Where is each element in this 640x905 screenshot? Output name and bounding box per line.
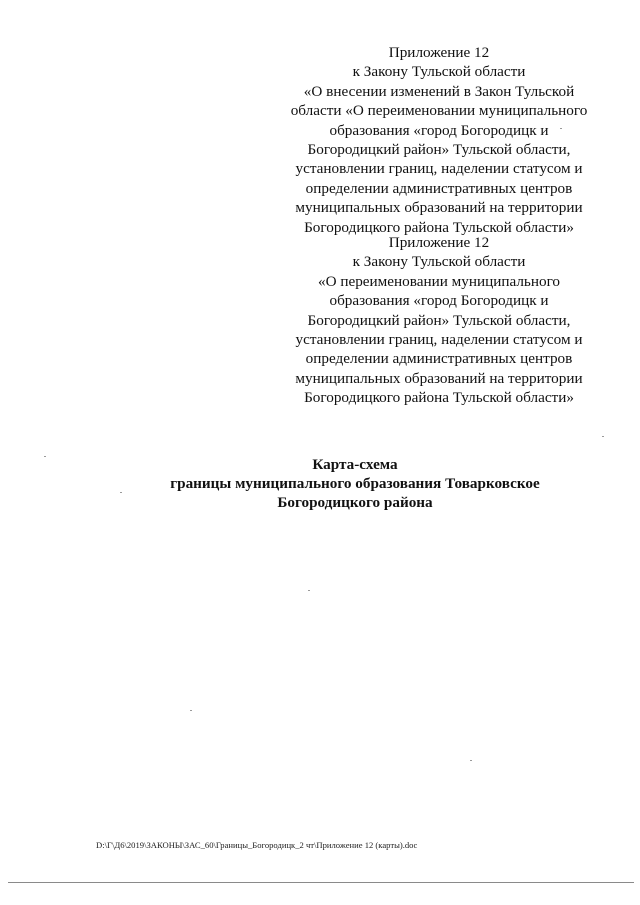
- document-title: [140, 455, 570, 513]
- annex-text-line: образования «город Богородицк и: [329, 292, 549, 310]
- annex-text-line: установлении границ, наделении статусом и: [295, 160, 583, 178]
- annex-text-line: определении административных центров: [305, 350, 573, 368]
- scan-speck: [120, 492, 122, 493]
- annex-text-line: Богородицкий район» Тульской области,: [307, 141, 571, 159]
- annex-law-reference: к Закону Тульской области: [352, 253, 526, 271]
- annex-law-reference: к Закону Тульской области: [352, 63, 526, 81]
- scan-speck: [560, 128, 562, 129]
- title-line: Карта-схема: [312, 456, 398, 473]
- scan-speck: [470, 760, 472, 761]
- footer-file-path: D:\Г\Д6\2019\ЗАКОНЫ\ЗАС_60\Границы_Богородицк_2 чт\Приложение 12 (карты).doc: [96, 840, 418, 850]
- title-line: Богородицкого района: [277, 494, 433, 512]
- annex-text-line: Богородицкий район» Тульской области,: [307, 311, 571, 329]
- annex-number: Приложение 12: [388, 44, 490, 61]
- annex-number: Приложение 12: [388, 234, 490, 251]
- annex-text-line: «О внесении изменений в Закон Тульской: [303, 82, 575, 100]
- scan-speck: [602, 436, 604, 437]
- annex-header-original: [280, 233, 598, 408]
- scan-speck: [308, 590, 310, 591]
- footer-divider: [8, 882, 634, 883]
- annex-text-line: Богородицкого района Тульской области»: [304, 218, 574, 236]
- annex-text-line: «О переименовании муниципального: [317, 272, 561, 290]
- annex-text-line: муниципальных образований на территории: [295, 369, 583, 387]
- annex-text-line: образования «город Богородицк и: [329, 121, 549, 139]
- title-line: границы муниципального образования Товарковское: [170, 475, 540, 493]
- annex-text-line: установлении границ, наделении статусом и: [295, 331, 583, 349]
- annex-text-line: определении административных центров: [305, 179, 573, 197]
- scan-speck: [190, 710, 192, 711]
- annex-text-line: Богородицкого района Тульской области»: [304, 389, 574, 407]
- annex-text-line: муниципальных образований на территории: [295, 199, 583, 217]
- scan-speck: [44, 456, 46, 457]
- annex-header-amendment: [280, 43, 598, 237]
- annex-text-line: области «О переименовании муниципального: [290, 102, 588, 120]
